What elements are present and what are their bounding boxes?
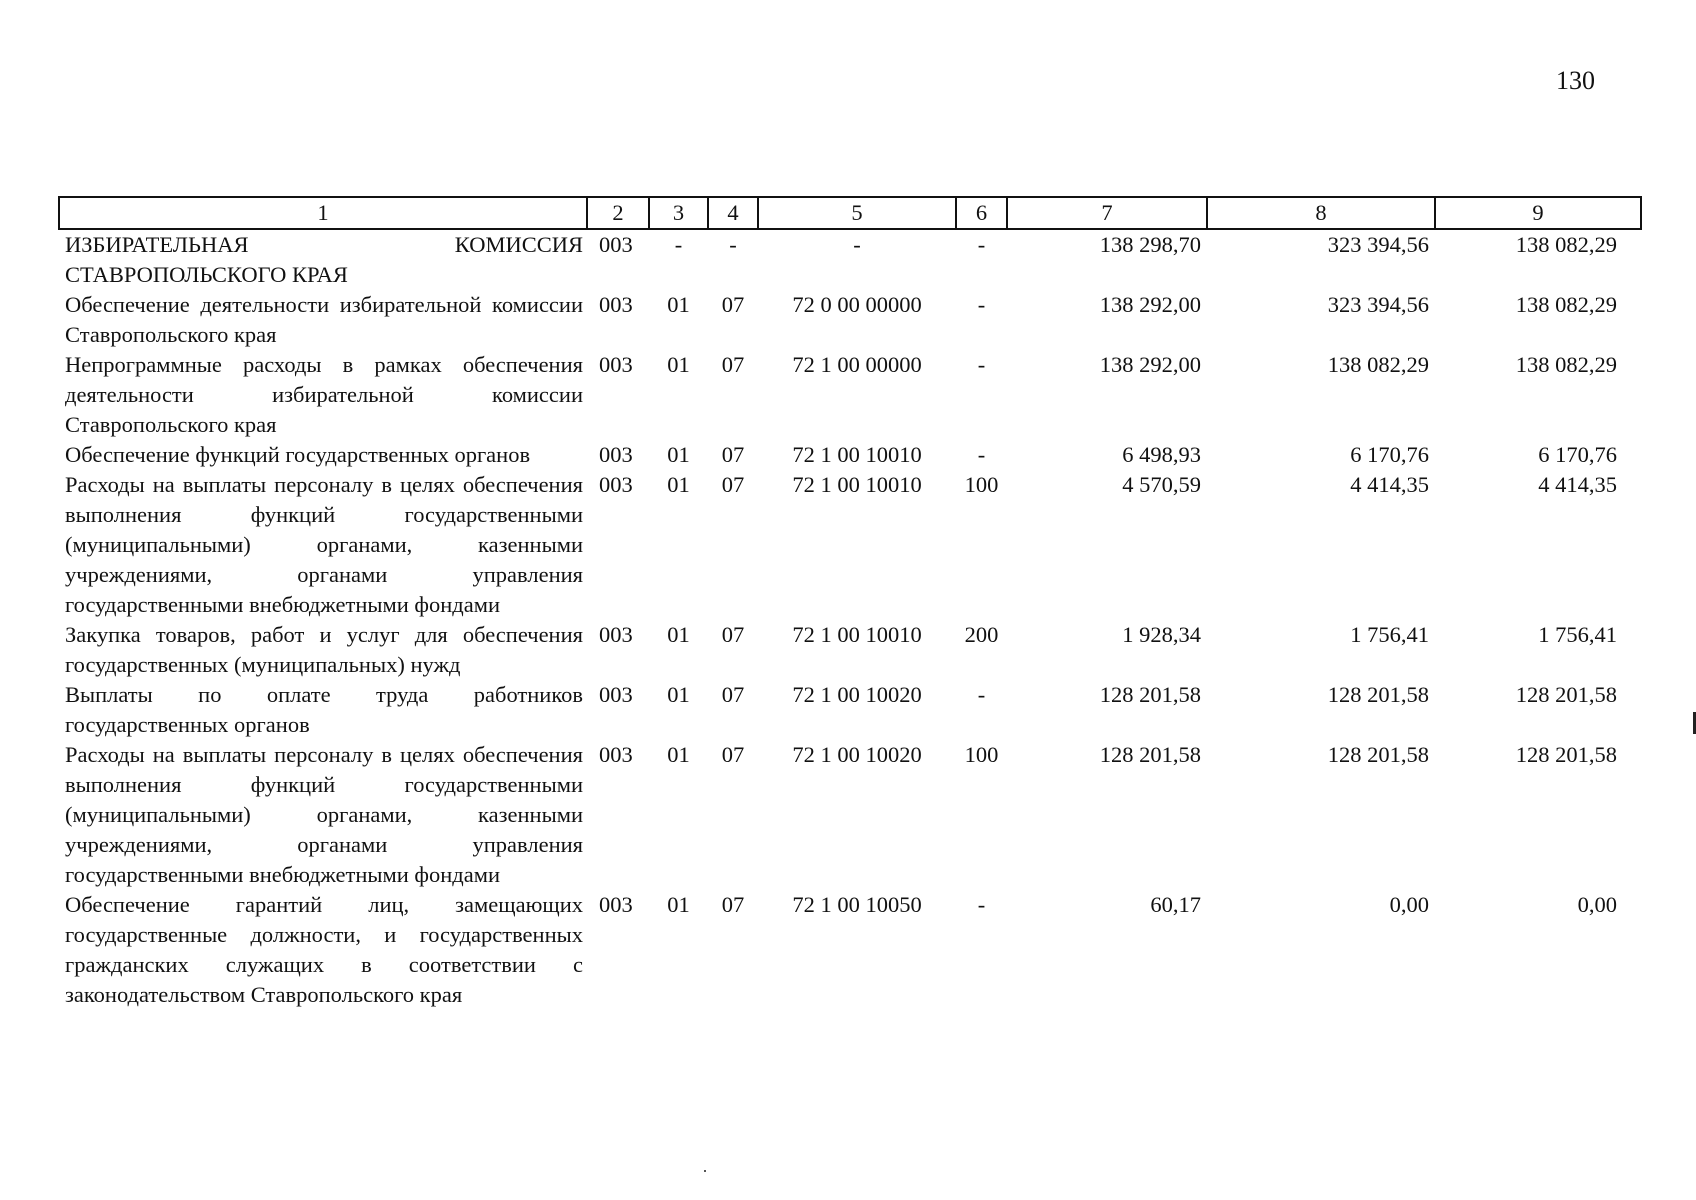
row-col-4: 07	[721, 622, 745, 647]
row-col-8: 1 756,41	[1350, 622, 1429, 647]
table-row	[59, 229, 1641, 290]
row-col-2: 003	[599, 682, 633, 707]
row-col-5: 72 1 00 00000	[792, 352, 922, 377]
row-col-9: 6 170,76	[1538, 442, 1617, 467]
row-col-3: 01	[667, 352, 690, 377]
row-col-8: 128 201,58	[1327, 682, 1429, 707]
table-row	[59, 350, 1641, 440]
row-name: Закупка товаров, работ и услуг для обеспечения государственных (муниципальных) нужд	[65, 622, 583, 677]
row-col-8: 0,00	[1389, 892, 1429, 917]
row-col-9: 4 414,35	[1538, 472, 1617, 497]
row-col-3: 01	[667, 622, 690, 647]
row-col-8: 128 201,58	[1327, 742, 1429, 767]
column-header: 9	[1435, 197, 1641, 229]
row-col-9: 1 756,41	[1538, 622, 1617, 647]
column-header: 2	[587, 197, 649, 229]
column-header: 3	[649, 197, 708, 229]
table-row	[59, 890, 1641, 1010]
row-name: Обеспечение гарантий лиц, замещающих государственные должности, и государственных гражданских служащих в соответствии с законодательством Ставропольского края	[65, 892, 583, 1007]
column-header: 8	[1207, 197, 1435, 229]
budget-table	[58, 196, 1642, 1010]
row-name: Непрограммные расходы в рамках обеспечения деятельности избирательной комиссии Ставропольского края	[65, 352, 583, 437]
table-row	[59, 290, 1641, 350]
row-col-3: 01	[667, 442, 690, 467]
row-col-7: 1 928,34	[1122, 622, 1201, 647]
row-col-8: 323 394,56	[1327, 292, 1429, 317]
row-name: Обеспечение функций государственных органов	[65, 442, 531, 467]
row-col-6: -	[977, 682, 986, 707]
page-number: 130	[1556, 66, 1595, 95]
row-col-5: 72 1 00 10010	[792, 442, 922, 467]
column-header: 4	[708, 197, 758, 229]
column-header: 1	[59, 197, 587, 229]
row-col-7: 138 292,00	[1099, 292, 1201, 317]
row-col-9: 128 201,58	[1515, 742, 1617, 767]
row-col-3: 01	[667, 682, 690, 707]
row-col-4: 07	[721, 682, 745, 707]
row-col-2: 003	[599, 292, 633, 317]
row-col-6: 100	[964, 742, 999, 767]
table-row	[59, 440, 1641, 470]
row-col-5: 72 1 00 10050	[792, 892, 922, 917]
row-col-5: 72 1 00 10020	[792, 682, 922, 707]
row-col-7: 128 201,58	[1099, 742, 1201, 767]
row-col-2: 003	[599, 742, 633, 767]
row-col-3: 01	[667, 472, 690, 497]
row-col-5: 72 0 00 00000	[792, 292, 922, 317]
row-col-7: 128 201,58	[1099, 682, 1201, 707]
column-header: 6	[956, 197, 1007, 229]
row-col-6: -	[977, 352, 986, 377]
table-row	[59, 620, 1641, 680]
row-col-9: 138 082,29	[1515, 352, 1617, 377]
row-col-2: 003	[599, 892, 633, 917]
row-col-8: 323 394,56	[1327, 232, 1429, 257]
row-col-8: 138 082,29	[1327, 352, 1429, 377]
row-col-2: 003	[599, 622, 633, 647]
row-col-4: 07	[721, 352, 745, 377]
row-col-6: -	[977, 292, 986, 317]
row-col-4: 07	[721, 742, 745, 767]
row-col-8: 6 170,76	[1350, 442, 1429, 467]
row-col-2: 003	[599, 442, 633, 467]
row-col-5: 72 1 00 10010	[792, 622, 922, 647]
row-col-4: -	[729, 232, 737, 257]
row-col-5: 72 1 00 10020	[792, 742, 922, 767]
row-col-8: 4 414,35	[1350, 472, 1429, 497]
row-col-9: 138 082,29	[1515, 232, 1617, 257]
header-row	[59, 197, 1641, 229]
row-col-4: 07	[721, 472, 745, 497]
row-col-7: 138 298,70	[1099, 232, 1201, 257]
row-name: ИЗБИРАТЕЛЬНАЯ КОМИССИЯ СТАВРОПОЛЬСКОГО КРАЯ	[65, 232, 583, 287]
row-col-6: -	[977, 442, 986, 467]
row-col-2: 003	[599, 232, 633, 257]
row-name: Обеспечение деятельности избирательной комиссии Ставропольского края	[65, 292, 583, 347]
row-col-3: 01	[667, 742, 690, 767]
row-col-7: 138 292,00	[1099, 352, 1201, 377]
row-col-3: 01	[667, 892, 690, 917]
row-col-9: 138 082,29	[1515, 292, 1617, 317]
table-row	[59, 680, 1641, 740]
row-col-2: 003	[599, 472, 633, 497]
row-col-7: 4 570,59	[1122, 472, 1201, 497]
scan-dot	[704, 1170, 706, 1172]
table-row	[59, 740, 1641, 890]
row-col-4: 07	[721, 892, 745, 917]
row-col-6: 100	[964, 472, 999, 497]
row-name: Выплаты по оплате труда работников государственных органов	[65, 682, 583, 737]
row-col-4: 07	[721, 292, 745, 317]
column-header: 7	[1007, 197, 1207, 229]
row-col-4: 07	[721, 442, 745, 467]
row-col-9: 0,00	[1577, 892, 1617, 917]
row-col-6: 200	[964, 622, 999, 647]
row-col-5: 72 1 00 10010	[792, 472, 922, 497]
row-col-6: -	[977, 892, 986, 917]
row-col-3: 01	[667, 292, 690, 317]
row-col-5: -	[853, 232, 861, 257]
row-col-3: -	[674, 232, 683, 257]
column-header: 5	[758, 197, 956, 229]
row-name: Расходы на выплаты персоналу в целях обеспечения выполнения функций государственными (муниципальными) органами, казенными учреждениями, органами управления государственными внебюджетными фондами	[65, 742, 583, 887]
row-col-7: 6 498,93	[1122, 442, 1201, 467]
row-col-2: 003	[599, 352, 633, 377]
table-row	[59, 470, 1641, 620]
row-col-9: 128 201,58	[1515, 682, 1617, 707]
row-col-7: 60,17	[1150, 892, 1201, 917]
row-name: Расходы на выплаты персоналу в целях обеспечения выполнения функций государственными (муниципальными) органами, казенными учреждениями, органами управления государственными внебюджетными фондами	[65, 472, 583, 617]
row-col-6: -	[977, 232, 986, 257]
